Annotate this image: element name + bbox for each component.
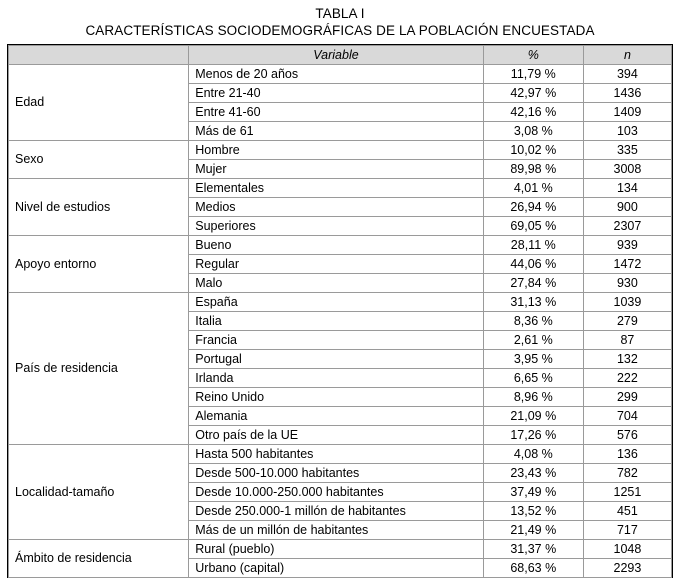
- percent-cell: 6,65 %: [483, 368, 583, 387]
- percent-cell: 4,08 %: [483, 444, 583, 463]
- variable-cell: Italia: [189, 311, 483, 330]
- percent-cell: 27,84 %: [483, 273, 583, 292]
- count-cell: 782: [583, 463, 671, 482]
- table-row: [9, 178, 672, 197]
- count-cell: 134: [583, 178, 671, 197]
- variable-cell: Desde 500-10.000 habitantes: [189, 463, 483, 482]
- table-row: [9, 140, 672, 159]
- header-n: n: [583, 45, 671, 64]
- variable-cell: Desde 10.000-250.000 habitantes: [189, 482, 483, 501]
- variable-cell: Rural (pueblo): [189, 539, 483, 558]
- variable-cell: Hombre: [189, 140, 483, 159]
- variable-cell: Regular: [189, 254, 483, 273]
- variable-cell: Portugal: [189, 349, 483, 368]
- group-label-cell: Edad: [9, 64, 189, 140]
- percent-cell: 4,01 %: [483, 178, 583, 197]
- count-cell: 132: [583, 349, 671, 368]
- variable-cell: Desde 250.000-1 millón de habitantes: [189, 501, 483, 520]
- variable-cell: Hasta 500 habitantes: [189, 444, 483, 463]
- percent-cell: 23,43 %: [483, 463, 583, 482]
- table-header: [9, 45, 672, 64]
- count-cell: 136: [583, 444, 671, 463]
- percent-cell: 89,98 %: [483, 159, 583, 178]
- group-label-cell: País de residencia: [9, 292, 189, 444]
- variable-cell: Otro país de la UE: [189, 425, 483, 444]
- variable-cell: Menos de 20 años: [189, 64, 483, 83]
- percent-cell: 8,36 %: [483, 311, 583, 330]
- count-cell: 1048: [583, 539, 671, 558]
- variable-cell: España: [189, 292, 483, 311]
- percent-cell: 26,94 %: [483, 197, 583, 216]
- count-cell: 939: [583, 235, 671, 254]
- count-cell: 930: [583, 273, 671, 292]
- count-cell: 704: [583, 406, 671, 425]
- percent-cell: 2,61 %: [483, 330, 583, 349]
- percent-cell: 3,95 %: [483, 349, 583, 368]
- count-cell: 279: [583, 311, 671, 330]
- table-row: [9, 235, 672, 254]
- variable-cell: Francia: [189, 330, 483, 349]
- header-variable: Variable: [189, 45, 483, 64]
- count-cell: 1251: [583, 482, 671, 501]
- count-cell: 717: [583, 520, 671, 539]
- table-title-block: [8, 6, 672, 40]
- count-cell: 451: [583, 501, 671, 520]
- count-cell: 1039: [583, 292, 671, 311]
- group-label-cell: Apoyo entorno: [9, 235, 189, 292]
- table-number: TABLA I: [315, 6, 365, 21]
- variable-cell: Elementales: [189, 178, 483, 197]
- percent-cell: 13,52 %: [483, 501, 583, 520]
- header-percent: %: [483, 45, 583, 64]
- percent-cell: 17,26 %: [483, 425, 583, 444]
- variable-cell: Bueno: [189, 235, 483, 254]
- header-row: [9, 45, 672, 64]
- percent-cell: 37,49 %: [483, 482, 583, 501]
- percent-cell: 11,79 %: [483, 64, 583, 83]
- variable-cell: Mujer: [189, 159, 483, 178]
- variable-cell: Medios: [189, 197, 483, 216]
- percent-cell: 21,09 %: [483, 406, 583, 425]
- sociodemographic-table: [8, 45, 672, 578]
- table-row: [9, 539, 672, 558]
- count-cell: 3008: [583, 159, 671, 178]
- variable-cell: Más de 61: [189, 121, 483, 140]
- count-cell: 2307: [583, 216, 671, 235]
- variable-cell: Urbano (capital): [189, 558, 483, 577]
- count-cell: 1436: [583, 83, 671, 102]
- percent-cell: 44,06 %: [483, 254, 583, 273]
- percent-cell: 28,11 %: [483, 235, 583, 254]
- table-body: [9, 64, 672, 577]
- percent-cell: 69,05 %: [483, 216, 583, 235]
- variable-cell: Malo: [189, 273, 483, 292]
- variable-cell: Entre 41-60: [189, 102, 483, 121]
- variable-cell: Entre 21-40: [189, 83, 483, 102]
- count-cell: 335: [583, 140, 671, 159]
- variable-cell: Reino Unido: [189, 387, 483, 406]
- count-cell: 87: [583, 330, 671, 349]
- header-group-blank: [9, 45, 189, 64]
- percent-cell: 31,13 %: [483, 292, 583, 311]
- percent-cell: 68,63 %: [483, 558, 583, 577]
- variable-cell: Más de un millón de habitantes: [189, 520, 483, 539]
- count-cell: 299: [583, 387, 671, 406]
- percent-cell: 21,49 %: [483, 520, 583, 539]
- group-label-cell: Sexo: [9, 140, 189, 178]
- percent-cell: 3,08 %: [483, 121, 583, 140]
- count-cell: 103: [583, 121, 671, 140]
- count-cell: 2293: [583, 558, 671, 577]
- group-label-cell: Nivel de estudios: [9, 178, 189, 235]
- percent-cell: 10,02 %: [483, 140, 583, 159]
- group-label-cell: Ámbito de residencia: [9, 539, 189, 577]
- table-caption: CARACTERÍSTICAS SOCIODEMOGRÁFICAS DE LA POBLACIÓN ENCUESTADA: [85, 22, 595, 38]
- count-cell: 1472: [583, 254, 671, 273]
- count-cell: 1409: [583, 102, 671, 121]
- variable-cell: Irlanda: [189, 368, 483, 387]
- table-row: [9, 444, 672, 463]
- count-cell: 576: [583, 425, 671, 444]
- variable-cell: Superiores: [189, 216, 483, 235]
- percent-cell: 31,37 %: [483, 539, 583, 558]
- variable-cell: Alemania: [189, 406, 483, 425]
- percent-cell: 42,97 %: [483, 83, 583, 102]
- table-row: [9, 64, 672, 83]
- count-cell: 900: [583, 197, 671, 216]
- count-cell: 222: [583, 368, 671, 387]
- percent-cell: 8,96 %: [483, 387, 583, 406]
- percent-cell: 42,16 %: [483, 102, 583, 121]
- count-cell: 394: [583, 64, 671, 83]
- group-label-cell: Localidad-tamaño: [9, 444, 189, 539]
- table-row: [9, 292, 672, 311]
